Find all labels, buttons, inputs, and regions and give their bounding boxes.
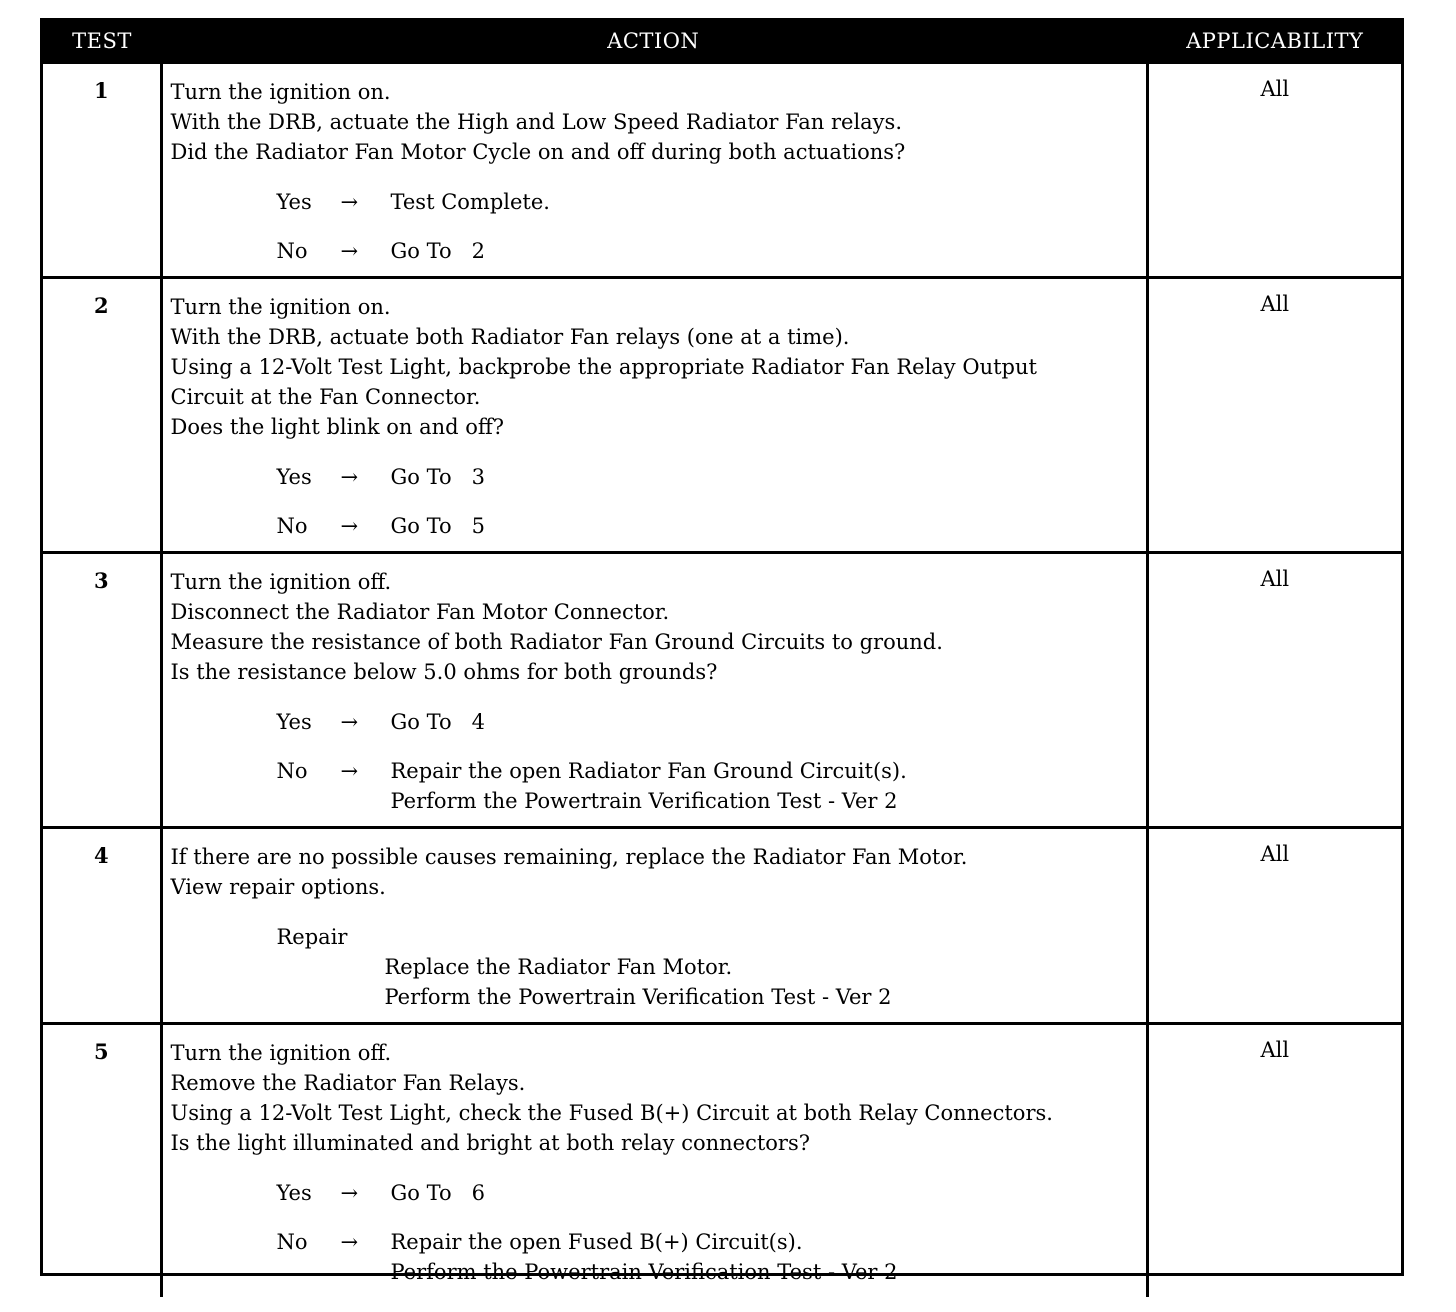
answer-label: Yes — [276, 1181, 312, 1205]
repair-options — [171, 922, 1142, 1012]
answer-result — [391, 511, 486, 541]
applicability-value: All — [1147, 828, 1401, 1024]
action-line: Is the light illuminated and bright at both relay connectors? — [170, 1131, 811, 1155]
answer-result — [391, 1178, 486, 1208]
action-cell — [161, 828, 1147, 1024]
applicability-value: All — [1147, 553, 1401, 828]
action-line: Turn the ignition off. — [170, 1041, 392, 1065]
action-line: Measure the resistance of both Radiator Fan Ground Circuits to ground. — [170, 630, 943, 654]
answer-option — [171, 707, 1142, 737]
diagnostic-test-table-frame — [40, 18, 1404, 1284]
test-row — [43, 553, 1401, 828]
action-line: Turn the ignition on. — [170, 80, 391, 104]
header-action: ACTION — [161, 21, 1147, 63]
action-cell — [161, 278, 1147, 553]
diagnostic-test-table — [43, 21, 1401, 1297]
test-row — [43, 1024, 1401, 1298]
answer-option — [171, 1178, 1142, 1208]
answer-label: Yes — [276, 465, 312, 489]
test-number: 1 — [43, 63, 161, 278]
answer-result — [391, 756, 907, 816]
answer-options — [171, 462, 1142, 541]
repair-label: Repair — [276, 925, 348, 949]
answer-options — [171, 187, 1142, 266]
right-arrow-icon: → — [340, 190, 359, 214]
test-number: 5 — [43, 1024, 161, 1298]
action-cell — [161, 553, 1147, 828]
answer-result — [391, 187, 550, 217]
action-cell — [161, 1024, 1147, 1298]
action-line: Did the Radiator Fan Motor Cycle on and off during both actuations? — [170, 140, 906, 164]
right-arrow-icon: → — [340, 759, 359, 783]
right-arrow-icon: → — [340, 465, 359, 489]
answer-result-line: Go To 2 — [390, 239, 485, 263]
answer-result-line: Go To 6 — [390, 1181, 485, 1205]
test-number: 2 — [43, 278, 161, 553]
action-cell — [161, 63, 1147, 278]
repair-steps — [277, 952, 1142, 1012]
answer-label: Yes — [276, 710, 312, 734]
answer-result — [391, 707, 486, 737]
answer-label: No — [276, 239, 308, 263]
answer-result — [391, 1227, 898, 1287]
answer-result-line: Repair the open Radiator Fan Ground Circuit(s). — [390, 759, 907, 783]
test-rows — [43, 63, 1401, 1298]
test-number: 4 — [43, 828, 161, 1024]
action-line: Turn the ignition off. — [170, 570, 392, 594]
answer-result — [391, 236, 486, 266]
action-line: With the DRB, actuate both Radiator Fan relays (one at a time). — [170, 325, 850, 349]
answer-label: No — [276, 514, 308, 538]
action-line: With the DRB, actuate the High and Low Speed Radiator Fan relays. — [170, 110, 902, 134]
answer-result-line: Go To 5 — [390, 514, 485, 538]
answer-option — [171, 187, 1142, 217]
answer-label: No — [276, 759, 308, 783]
header-test: TEST — [43, 21, 161, 63]
applicability-value: All — [1147, 63, 1401, 278]
answer-option — [171, 756, 1142, 816]
right-arrow-icon: → — [340, 239, 359, 263]
action-line: View repair options. — [170, 875, 386, 899]
answer-result-line: Test Complete. — [390, 190, 550, 214]
action-line: Circuit at the Fan Connector. — [170, 385, 481, 409]
answer-options — [171, 707, 1142, 816]
right-arrow-icon: → — [340, 710, 359, 734]
test-row — [43, 63, 1401, 278]
test-row — [43, 828, 1401, 1024]
repair-step: Replace the Radiator Fan Motor. — [384, 955, 733, 979]
answer-option — [171, 236, 1142, 266]
right-arrow-icon: → — [340, 1181, 359, 1205]
action-line: Is the resistance below 5.0 ohms for both grounds? — [170, 660, 718, 684]
right-arrow-icon: → — [340, 514, 359, 538]
answer-result-line: Go To 4 — [390, 710, 485, 734]
applicability-value: All — [1147, 1024, 1401, 1298]
header-applicability: APPLICABILITY — [1147, 21, 1401, 63]
action-line: Using a 12-Volt Test Light, check the Fused B(+) Circuit at both Relay Connectors. — [170, 1101, 1053, 1125]
header-row — [43, 21, 1401, 63]
action-line: Turn the ignition on. — [170, 295, 391, 319]
answer-label: No — [276, 1230, 308, 1254]
answer-options — [171, 1178, 1142, 1287]
action-line: If there are no possible causes remaining, replace the Radiator Fan Motor. — [170, 845, 968, 869]
answer-option — [171, 511, 1142, 541]
action-line: Does the light blink on and off? — [170, 415, 505, 439]
answer-result — [391, 462, 486, 492]
answer-label: Yes — [276, 190, 312, 214]
answer-result-line: Repair the open Fused B(+) Circuit(s). — [390, 1230, 803, 1254]
right-arrow-icon: → — [340, 1230, 359, 1254]
answer-result-line: Perform the Powertrain Verification Test - Ver 2 — [390, 1260, 898, 1284]
action-line: Remove the Radiator Fan Relays. — [170, 1071, 526, 1095]
repair-step: Perform the Powertrain Verification Test - Ver 2 — [384, 985, 892, 1009]
test-number: 3 — [43, 553, 161, 828]
answer-option — [171, 1227, 1142, 1287]
answer-option — [171, 462, 1142, 492]
answer-result-line: Perform the Powertrain Verification Test - Ver 2 — [390, 789, 898, 813]
action-line: Disconnect the Radiator Fan Motor Connector. — [170, 600, 670, 624]
answer-result-line: Go To 3 — [390, 465, 485, 489]
applicability-value: All — [1147, 278, 1401, 553]
test-row — [43, 278, 1401, 553]
action-line: Using a 12-Volt Test Light, backprobe the appropriate Radiator Fan Relay Output — [170, 355, 1037, 379]
